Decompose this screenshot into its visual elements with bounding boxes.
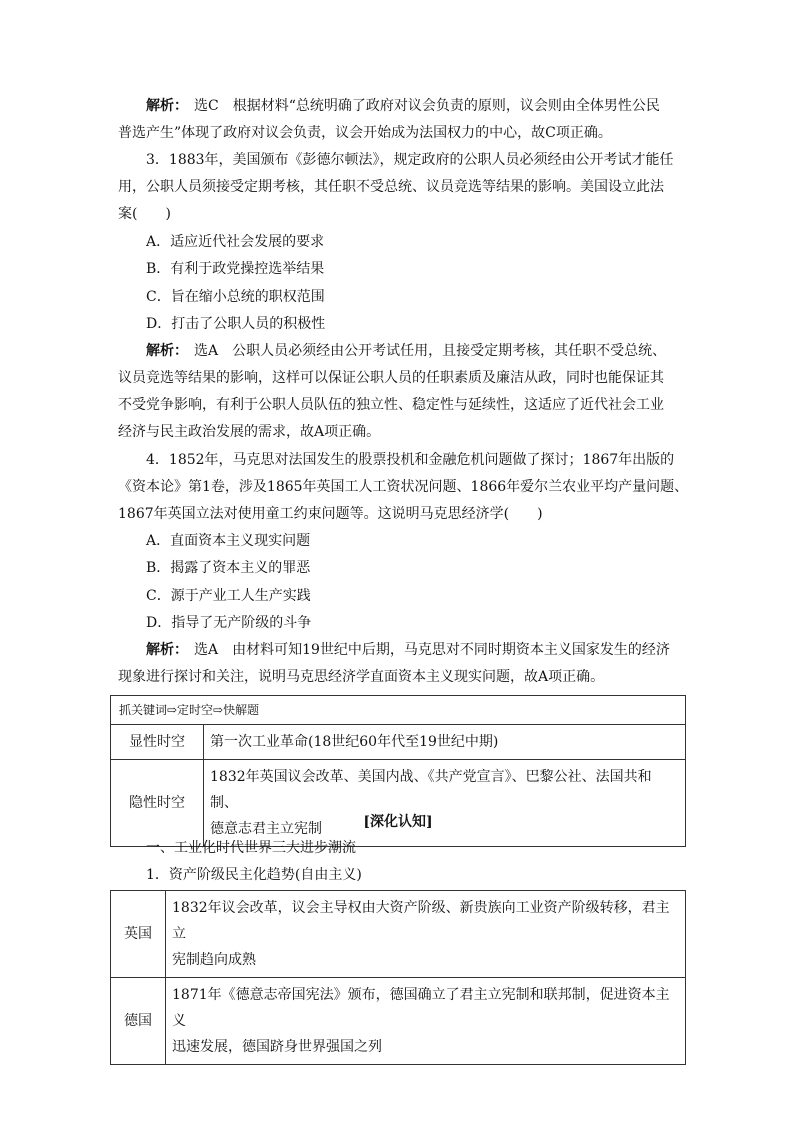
analysis-3-line-2: 议员竞选等结果的影响，这样可以保证公职人员的任职素质及廉洁从政，同时也能保证其 [118,370,664,386]
question-3-line-3: 案( ) [118,206,171,222]
table-value-line: 1832年英国议会改革、美国内战、《共产党宣言》、巴黎公社、法国共和制、 [210,769,652,811]
analysis-2-line-1 [146,96,716,116]
heading-1-1: 1．资产阶级民主化趋势(自由主义) [146,867,362,883]
analysis-4-line-1 [146,640,716,660]
analysis-3-line-4: 经济与民主政治发展的需求，故A项正确。 [118,424,381,440]
table-key-explicit: 显性时空 [111,725,204,760]
analysis-3-line-1 [146,341,716,361]
analysis-label: 解析： [146,642,188,658]
question-3-line-1: 3．1883年，美国颁布《彭德尔顿法》，规定政府的公职人员必须经由公开考试才能任 [146,152,674,168]
option-b: B．揭露了资本主义的罪恶 [146,560,311,576]
option-a: A．直面资本主义现实问题 [146,533,311,549]
question-4-line-1: 4．1852年，马克思对法国发生的股票投机和金融危机问题做了探讨；1867年出版的 [146,452,675,468]
analysis-label: 解析： [146,98,188,114]
option-c: C．源于产业工人生产实践 [146,588,311,604]
question-4-line-3: 1867年英国立法对使用童工约束问题等。这说明马克思经济学( ) [118,506,543,522]
analysis-label: 解析： [146,343,188,359]
table-key-germany: 德国 [111,978,166,1065]
table-value-line: 1871年《德意志帝国宪法》颁布，德国确立了君主立宪制和联邦制，促进资本主义 [172,987,670,1029]
option-a: A．适应近代社会发展的要求 [146,234,325,250]
question-4-line-2: 《资本论》第1卷，涉及1865年英国工人工资状况问题、1866年爱尔兰农业平均产量问题、 [118,479,689,495]
table-value-implicit [204,760,686,847]
table-value-line: 迅速发展，德国跻身世界强国之列 [172,1039,382,1055]
option-b: B．有利于政党操控选举结果 [146,261,325,277]
table-value-germany [166,978,686,1065]
table-key-implicit: 隐性时空 [111,760,204,847]
option-d: D．指导了无产阶级的斗争 [146,615,312,631]
table-key-britain: 英国 [111,891,166,978]
table-value-line: 宪制趋向成熟 [172,952,256,968]
analysis-text: 选C 根据材料“总统明确了政府对议会负责的原则，议会则由全体男性公民 [194,98,660,114]
table-value-explicit: 第一次工业革命(18世纪60年代至19世纪中期) [204,725,686,760]
analysis-3-line-3: 不受党争影响，有利于公职人员队伍的独立性、稳定性与延续性，这适应了近代社会工业 [118,397,664,413]
option-c: C．旨在缩小总统的职权范围 [146,289,325,305]
table-value-britain [166,891,686,978]
question-3-line-2: 用，公职人员须接受定期考核，其任职不受总统、议员竞选等结果的影响。美国设立此法 [118,179,664,195]
analysis-text: 选A 公职人员必须经由公开考试任用，且接受定期考核，其任职不受总统、 [194,343,667,359]
table-header: 抓关键词⇨定时空⇨快解题 [111,696,686,725]
heading-1: 一、工业化时代世界三大进步潮流 [146,840,356,856]
option-d: D．打击了公职人员的积极性 [146,316,326,332]
analysis-2-line-2: 普选产生”体现了政府对议会负责，议会开始成为法国权力的中心，故C项正确。 [118,125,612,141]
trend-table [110,890,686,1065]
table-value-line: 德意志君主立宪制 [210,821,322,837]
table-value-line: 1832年议会改革，议会主导权由大资产阶级、新贵族向工业资产阶级转移，君主立 [172,900,670,942]
analysis-4-line-2: 现象进行探讨和关注，说明马克思经济学直面资本主义现实问题，故A项正确。 [118,669,605,685]
section-title: [深化认知] [363,814,433,830]
analysis-text: 选A 由材料可知19世纪中后期，马克思对不同时期资本主义国家发生的经济 [194,642,670,658]
